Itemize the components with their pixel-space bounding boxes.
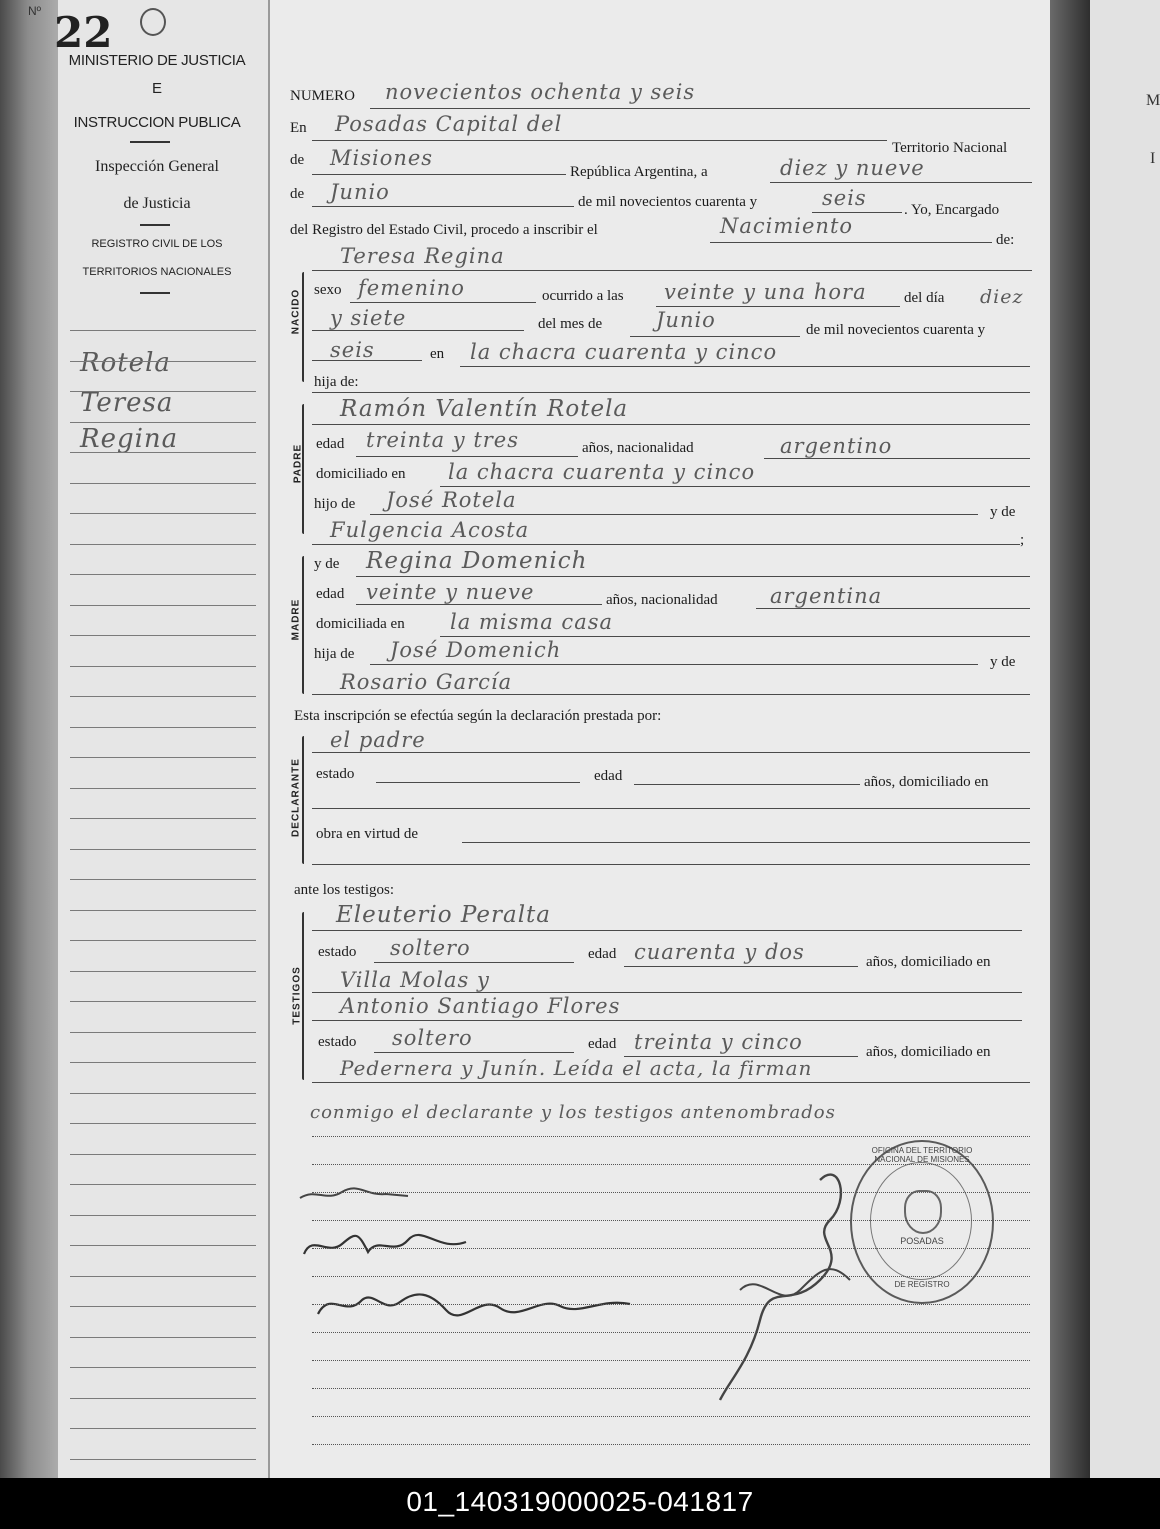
- ruled-line: [70, 849, 256, 850]
- ruled-line: [70, 1306, 256, 1307]
- signature-testigo1: [298, 1226, 478, 1266]
- ruled-line: [70, 635, 256, 636]
- dia-label: del día: [904, 290, 945, 306]
- en-label: En: [290, 120, 307, 136]
- declarante-nombre-value: el padre: [330, 728, 426, 752]
- header-divider: [140, 292, 170, 294]
- line: [312, 864, 1030, 865]
- ruled-line: [70, 452, 256, 453]
- line: [374, 962, 574, 963]
- madre-section-label: MADRE: [290, 598, 302, 641]
- ruled-line: [70, 1032, 256, 1033]
- testigo1-edad-value: cuarenta y dos: [634, 940, 805, 964]
- line: [312, 694, 1030, 695]
- mes-value: Junio: [656, 308, 716, 332]
- ruled-line: [70, 818, 256, 819]
- dia-value: diez: [980, 286, 1024, 308]
- testigo1-estado-label: estado: [318, 944, 357, 960]
- ruled-line: [70, 483, 256, 484]
- territorio-label: Territorio Nacional: [892, 140, 1008, 156]
- ruled-line: [70, 544, 256, 545]
- republica-label: República Argentina, a: [570, 164, 708, 180]
- ruled-line: [70, 727, 256, 728]
- line: [374, 1052, 574, 1053]
- mes-label: del mes de: [538, 316, 603, 332]
- testigo1-anios-label: años, domiciliado en: [866, 954, 991, 970]
- header-divider: [130, 141, 170, 143]
- numero-value: novecientos ochenta y seis: [385, 80, 696, 104]
- declarante-edad-label: edad: [594, 768, 623, 784]
- madre-y-de-label: y de: [990, 654, 1016, 670]
- ruled-line: [70, 1459, 256, 1460]
- testigo2-anios-label: años, domiciliado en: [866, 1044, 991, 1060]
- ruled-line: [70, 971, 256, 972]
- numero-label: NUMERO: [290, 88, 356, 104]
- line: [756, 608, 1030, 609]
- semicolon: ;: [1020, 532, 1025, 548]
- line: [312, 330, 524, 331]
- nombre-value: Teresa Regina: [340, 244, 505, 268]
- declarante-brace: [302, 736, 304, 864]
- signature-officer: [700, 1140, 870, 1410]
- ruled-line: [70, 1276, 256, 1277]
- line: [312, 360, 422, 361]
- de3-label: de:: [996, 232, 1015, 248]
- margin-middle-name: Regina: [80, 424, 179, 454]
- line: [312, 424, 1030, 425]
- ruled-line: [70, 940, 256, 941]
- lugar-value: la chacra cuarenta y cinco: [470, 340, 778, 364]
- signature-line: [312, 1192, 1030, 1193]
- signature-line: [312, 1332, 1030, 1333]
- ruled-line: [70, 879, 256, 880]
- declaracion-intro: Esta inscripción se efectúa según la declaración prestada por:: [294, 708, 662, 724]
- closing-text-value: conmigo el declarante y los testigos antenombrados: [310, 1102, 836, 1123]
- mes-value: Junio: [330, 180, 390, 204]
- line: [312, 992, 1022, 993]
- ministry-line1: MINISTERIO DE JUSTICIA: [68, 52, 246, 69]
- scan-identifier: 01_140319000025-041817: [406, 1486, 754, 1517]
- abuela-materna-value: Rosario García: [340, 670, 513, 694]
- scan-footer: [0, 1478, 1160, 1529]
- seal-city: POSADAS: [900, 1236, 944, 1246]
- ruled-line: [70, 1093, 256, 1094]
- ocurrido-label: ocurrido a las: [542, 288, 624, 304]
- signature-line: [312, 1164, 1030, 1165]
- ruled-line: [70, 361, 256, 362]
- sexo-value: femenino: [358, 276, 465, 300]
- testigo2-domicilio-value: Pedernera y Junín. Leída el acta, la firman: [340, 1056, 813, 1080]
- testigo1-edad-label: edad: [588, 946, 617, 962]
- madre-edad-value: veinte y nueve: [366, 580, 535, 604]
- margin-surname: Rotela: [80, 348, 171, 378]
- testigo2-edad-value: treinta y cinco: [634, 1030, 803, 1054]
- yo-encargado-label: . Yo, Encargado: [904, 202, 1000, 218]
- line: [376, 782, 580, 783]
- declarante-estado-label: estado: [316, 766, 355, 782]
- abuelo-materno-value: José Domenich: [390, 638, 562, 662]
- hija-de-label: hija de:: [314, 374, 359, 390]
- adjacent-page-fragment: M: [1146, 92, 1160, 109]
- line: [370, 664, 978, 665]
- padre-edad-value: treinta y tres: [366, 428, 520, 452]
- signature-line: [312, 1416, 1030, 1417]
- line: [312, 174, 566, 175]
- line: [312, 1020, 1022, 1021]
- padre-section-label: PADRE: [292, 443, 304, 484]
- hora-value: veinte y una hora: [664, 280, 867, 304]
- madre-y-de-label: y de: [314, 556, 340, 572]
- ruled-line: [70, 1184, 256, 1185]
- line: [312, 1082, 1030, 1083]
- acto-value: Nacimiento: [720, 214, 854, 238]
- signature-testigo2: [310, 1284, 640, 1328]
- seal-outer-text: OFICINA DEL TERRITORIO NACIONAL DE MISIONES: [871, 1146, 973, 1164]
- line: [440, 486, 1030, 487]
- abuela-paterna-value: Fulgencia Acosta: [330, 518, 530, 542]
- ruled-line: [70, 574, 256, 575]
- ruled-line: [70, 330, 256, 331]
- testigo2-edad-label: edad: [588, 1036, 617, 1052]
- registro-label: del Registro del Estado Civil, procedo a inscribir el: [290, 222, 598, 238]
- ruled-line: [70, 1428, 256, 1429]
- header-divider: [140, 224, 170, 226]
- signature-line: [312, 1388, 1030, 1389]
- registry-line2: TERRITORIOS NACIONALES: [82, 266, 232, 278]
- de-label: de: [290, 152, 305, 168]
- inspection-line1: Inspección General: [95, 158, 219, 175]
- adjacent-page-fragment: I: [1150, 150, 1156, 167]
- line: [312, 930, 1022, 931]
- line: [710, 242, 992, 243]
- line: [656, 306, 900, 307]
- inspection-line2: de Justicia: [123, 195, 191, 212]
- madre-hija-de-label: hija de: [314, 646, 355, 662]
- signature-line: [312, 1248, 1030, 1249]
- line: [462, 842, 1030, 843]
- ruled-line: [70, 696, 256, 697]
- nacido-section-label: NACIDO: [290, 288, 302, 335]
- madre-domicilio-label: domiciliada en: [316, 616, 405, 632]
- mil-label: de mil novecientos cuarenta y: [578, 194, 758, 210]
- ruled-line: [70, 1154, 256, 1155]
- madre-brace: [302, 556, 304, 694]
- signature-line: [312, 1220, 1030, 1221]
- margin-first-name: Teresa: [80, 388, 174, 418]
- provincia-value: Misiones: [330, 146, 434, 170]
- coat-of-arms-icon: [140, 8, 166, 36]
- testigo2-estado-value: soltero: [392, 1026, 473, 1050]
- declarante-anios-label: años, domiciliado en: [864, 774, 989, 790]
- line: [312, 270, 1032, 271]
- ruled-line: [70, 605, 256, 606]
- line: [630, 336, 800, 337]
- line: [350, 302, 536, 303]
- dia-value-continued: y siete: [330, 306, 407, 330]
- padre-nacionalidad-value: argentino: [780, 434, 893, 458]
- ruled-line: [70, 1337, 256, 1338]
- left-margin-column: [28, 0, 270, 1478]
- anio-value: seis: [822, 186, 867, 210]
- registry-line1: REGISTRO CIVIL DE LOS: [91, 238, 223, 250]
- line: [312, 392, 1030, 393]
- coat-of-arms-icon: [904, 1190, 942, 1234]
- ruled-line: [70, 1123, 256, 1124]
- ruled-line: [70, 1367, 256, 1368]
- padre-nombre-value: Ramón Valentín Rotela: [340, 396, 629, 422]
- obra-en-virtud-label: obra en virtud de: [316, 826, 419, 842]
- testigos-section-label: TESTIGOS: [291, 966, 303, 1025]
- ministry-line2: E: [151, 80, 162, 97]
- ruled-line: [70, 1245, 256, 1246]
- line: [634, 784, 860, 785]
- ruled-line: [70, 788, 256, 789]
- testigo1-domicilio-value: Villa Molas y: [340, 968, 490, 992]
- adjacent-page: [1090, 0, 1160, 1478]
- seal-bottom-text: DE REGISTRO: [894, 1280, 950, 1289]
- signature-line: [312, 1304, 1030, 1305]
- ruled-line: [70, 391, 256, 392]
- nacido-brace: [302, 272, 304, 382]
- madre-edad-label: edad: [316, 586, 345, 602]
- line: [440, 636, 1030, 637]
- page-gutter: [1050, 0, 1090, 1478]
- de2-label: de: [290, 186, 305, 202]
- padre-domicilio-value: la chacra cuarenta y cinco: [448, 460, 756, 484]
- line: [370, 108, 1030, 109]
- testigo2-nombre-value: Antonio Santiago Flores: [340, 994, 621, 1018]
- line: [312, 544, 1020, 545]
- line: [764, 458, 1030, 459]
- sexo-label: sexo: [314, 282, 342, 298]
- ruled-line: [70, 422, 256, 423]
- mil-label: de mil novecientos cuarenta y: [806, 322, 986, 338]
- page-number: 22: [54, 8, 113, 57]
- ruled-line: [70, 910, 256, 911]
- padre-edad-label: edad: [316, 436, 345, 452]
- line: [312, 140, 887, 141]
- madre-nombre-value: Regina Domenich: [366, 548, 588, 574]
- padre-domicilio-label: domiciliado en: [316, 466, 406, 482]
- line: [624, 966, 858, 967]
- en-label: en: [430, 346, 445, 362]
- ruled-line: [70, 1062, 256, 1063]
- madre-nacionalidad-label: años, nacionalidad: [606, 592, 718, 608]
- line: [770, 182, 1032, 183]
- signature-line: [312, 1444, 1030, 1445]
- line: [460, 366, 1030, 367]
- signature-line: [312, 1360, 1030, 1361]
- abuelo-paterno-value: José Rotela: [386, 488, 517, 512]
- anio-value: seis: [330, 338, 375, 362]
- ruled-line: [70, 757, 256, 758]
- dia-value: diez y nueve: [780, 156, 925, 180]
- padre-hijo-de-label: hijo de: [314, 496, 356, 512]
- ruled-line: [70, 1215, 256, 1216]
- line: [356, 576, 1030, 577]
- padre-y-de-label: y de: [990, 504, 1016, 520]
- ruled-line: [70, 1001, 256, 1002]
- madre-domicilio-value: la misma casa: [450, 610, 614, 634]
- line: [812, 212, 902, 213]
- ruled-line: [70, 1398, 256, 1399]
- declarante-section-label: DECLARANTE: [290, 758, 302, 837]
- signature-declarante: [296, 1178, 416, 1208]
- signature-line: [312, 1136, 1030, 1137]
- line: [312, 206, 574, 207]
- madre-nacionalidad-value: argentina: [770, 584, 883, 608]
- testigo1-estado-value: soltero: [390, 936, 471, 960]
- number-prefix: Nº: [28, 4, 42, 18]
- line: [356, 456, 578, 457]
- testigos-intro: ante los testigos:: [294, 882, 394, 898]
- line: [312, 752, 1030, 753]
- ministry-line3: INSTRUCCION PUBLICA: [73, 114, 241, 131]
- testigo2-estado-label: estado: [318, 1034, 357, 1050]
- line: [312, 808, 1030, 809]
- ruled-line: [70, 666, 256, 667]
- line: [356, 604, 602, 605]
- en-value: Posadas Capital del: [335, 112, 563, 136]
- testigo1-nombre-value: Eleuterio Peralta: [336, 902, 552, 928]
- padre-nacionalidad-label: años, nacionalidad: [582, 440, 694, 456]
- signature-line: [312, 1276, 1030, 1277]
- ruled-line: [70, 513, 256, 514]
- line: [370, 514, 978, 515]
